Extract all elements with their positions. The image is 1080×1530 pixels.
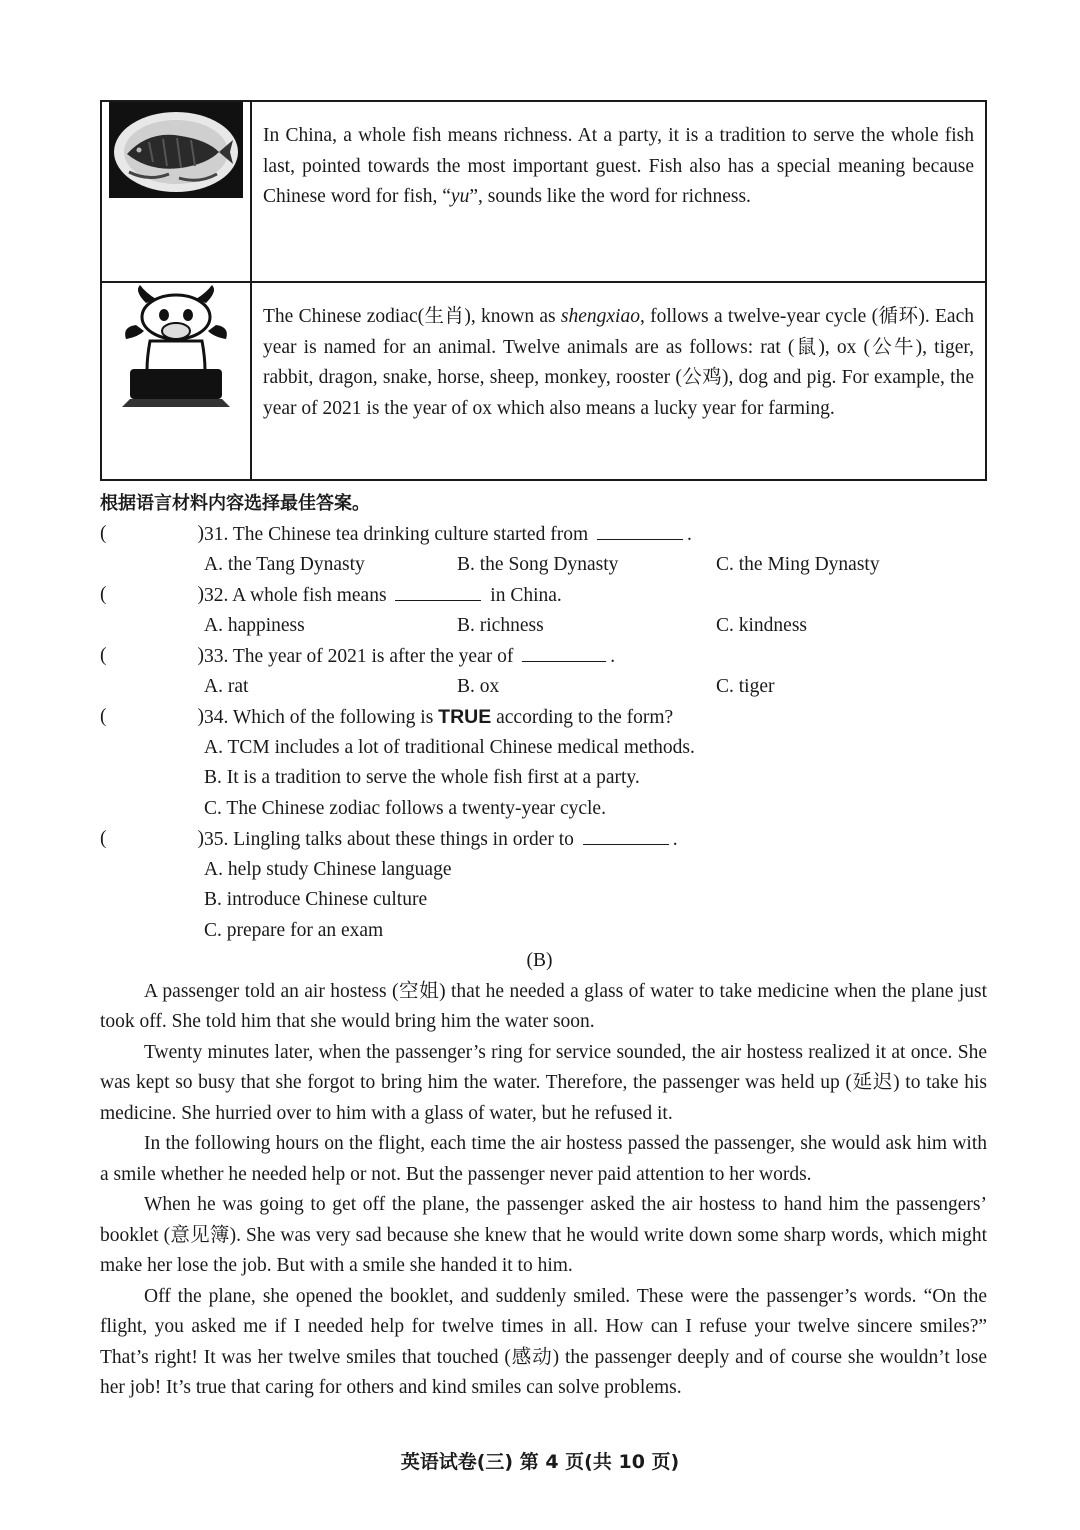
option-b[interactable]: B. the Song Dynasty [457,553,619,575]
reading-passage [100,977,987,1404]
table-row [101,101,986,282]
answer-bracket[interactable]: ( ) [100,584,204,605]
question-31 [100,519,987,550]
question-stem: 32. A whole fish means in China. [204,580,987,611]
question-stem: 33. The year of 2021 is after the year of . [204,641,987,672]
whole-fish-dish-photo [109,102,243,198]
table-row [101,282,986,480]
answer-blank [583,824,669,845]
question-33 [100,641,987,672]
zodiac-description: The Chinese zodiac(生肖), known as shengxiao, follows a twelve-year cycle (循环). Each year is named for an animal. Twelve animals are as follows: rat (鼠), ox (公牛), tiger, rabbit, dragon, snake, horse, sheep, monkey, rooster (公鸡), dog and pig. For example, the year of 2021 is the year of ox which also means a lucky year for farming. [251,282,986,480]
zodiac-image-cell [101,282,251,480]
question-stem: 34. Which of the following is TRUE according to the form? [204,706,674,728]
option-a[interactable]: A. happiness [204,614,305,636]
question-32 [100,580,987,611]
passage-paragraph: In the following hours on the flight, each time the air hostess passed the passenger, she would ask him with a smile whether he needed help or not. But the passenger never paid attention to her words. [100,1133,987,1185]
instruction-heading: 根据语言材料内容选择最佳答案。 [100,493,370,514]
option-b[interactable]: B. richness [457,614,544,636]
cartoon-ox-zodiac [116,283,236,411]
option-c[interactable]: C. kindness [716,614,808,636]
option-a[interactable]: A. the Tang Dynasty [204,553,365,575]
culture-table [100,100,987,481]
answer-bracket[interactable]: ( ) [100,828,204,849]
option-b[interactable]: B. It is a tradition to serve the whole fish first at a party. [204,767,640,788]
answer-blank [395,580,481,601]
answer-bracket[interactable]: ( ) [100,645,204,666]
answer-bracket[interactable]: ( ) [100,706,204,727]
section-b-title: (B) [526,950,553,971]
answer-blank [597,519,683,540]
option-c[interactable]: C. prepare for an exam [204,919,384,941]
question-34 [100,702,987,733]
options-33 [100,672,987,703]
fish-image-cell [101,101,251,282]
question-35 [100,824,987,855]
question-stem: 31. The Chinese tea drinking culture started from . [204,519,987,550]
fish-description: In China, a whole fish means richness. At a party, it is a tradition to serve the whole fish last, pointed towards the most important guest. Fish also has a special meaning because Chinese word for fish, “yu”, sounds like the word for richness. [251,101,986,282]
option-c[interactable]: C. the Ming Dynasty [716,553,880,575]
option-c[interactable]: C. The Chinese zodiac follows a twenty-year cycle. [204,797,606,819]
option-b[interactable]: B. introduce Chinese culture [204,889,428,910]
option-c[interactable]: C. tiger [716,675,775,697]
option-a[interactable]: A. rat [204,675,249,697]
exam-page [100,100,987,1404]
option-b[interactable]: B. ox [457,675,500,697]
passage-paragraph: When he was going to get off the plane, the passenger asked the air hostess to hand him the passengers’ booklet (意见簿). She was very sad because she knew that he would write down some sharp words, which might make her lose the job. But with a smile she handed it to him. [100,1194,987,1276]
page-footer: 英语试卷(三) 第 4 页(共 10 页) [400,1451,680,1473]
question-stem: 35. Lingling talks about these things in order to . [204,824,987,855]
passage-paragraph: A passenger told an air hostess (空姐) that he needed a glass of water to take medicine when the plane just took off. She told him that she would bring him the water soon. [100,980,987,1032]
passage-paragraph: Off the plane, she opened the booklet, and suddenly smiled. These were the passenger’s words. “On the flight, you asked me if I needed help for twelve times in all. How can I refuse your twelve sincere smiles?” That’s right! It was her twelve smiles that touched (感动) the passenger deeply and of course she wouldn’t lose her job! It’s true that caring for others and kind smiles can solve problems. [100,1285,987,1398]
option-a[interactable]: A. help study Chinese language [204,858,452,880]
options-31 [100,550,987,581]
passage-paragraph: Twenty minutes later, when the passenger’s ring for service sounded, the air hostess realized it at once. She was kept so busy that she forgot to bring him the water. Therefore, the passenger was held up (延迟) to take his medicine. She hurried over to him with a glass of water, but he refused it. [100,1041,987,1124]
options-32 [100,611,987,642]
option-a[interactable]: A. TCM includes a lot of traditional Chinese medical methods. [204,736,695,758]
answer-bracket[interactable]: ( ) [100,523,204,544]
answer-blank [522,641,606,662]
